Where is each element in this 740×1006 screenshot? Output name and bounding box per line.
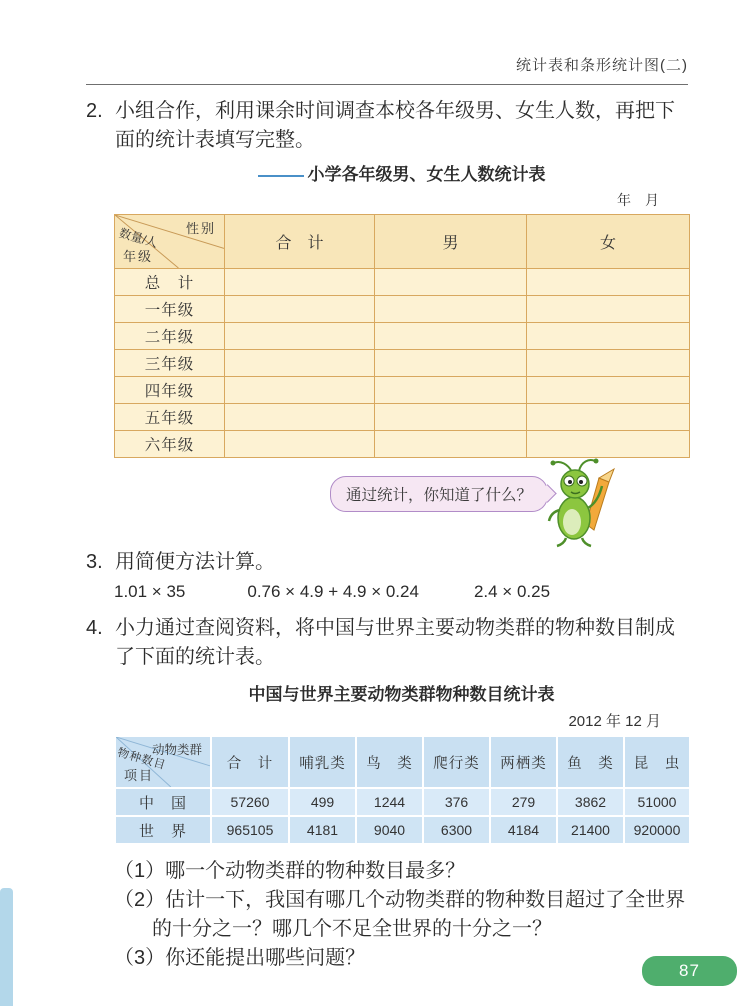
empty-data-cell <box>225 431 375 458</box>
value-cell: 279 <box>490 788 557 816</box>
problem-2-text <box>115 97 688 155</box>
empty-data-cell <box>527 269 690 296</box>
problem-3-expressions <box>114 582 688 602</box>
table2-corner-unit-label: 物种数目 <box>115 746 168 773</box>
empty-data-cell <box>225 296 375 323</box>
row-label: 一年级 <box>115 296 225 323</box>
table1-corner-unit-label: 数量/人 <box>117 225 160 251</box>
problem-3-number: 3. <box>86 551 103 573</box>
page-number: 87 <box>679 961 700 980</box>
empty-data-cell <box>375 377 527 404</box>
table2-col-insects: 昆 虫 <box>624 736 690 788</box>
table1-header-row <box>115 215 690 269</box>
empty-data-cell <box>375 431 527 458</box>
table1-row-grade2 <box>115 323 690 350</box>
empty-data-cell <box>375 323 527 350</box>
question-3: （3）你还能提出哪些问题？ <box>114 947 366 969</box>
empty-data-cell <box>527 431 690 458</box>
expression-1: 1.01 × 35 <box>114 582 186 601</box>
table2-col-mammals: 哺乳类 <box>289 736 356 788</box>
speech-bubble <box>330 476 548 512</box>
value-cell: 920000 <box>624 816 690 844</box>
problem-4-questions <box>114 857 688 973</box>
table2-col-reptiles: 爬行类 <box>423 736 490 788</box>
value-cell: 499 <box>289 788 356 816</box>
fill-in-blank-underline <box>258 175 304 177</box>
table1-row-grade1 <box>115 296 690 323</box>
problem-2 <box>86 97 688 155</box>
problem-4-number: 4. <box>86 617 103 639</box>
value-cell: 6300 <box>423 816 490 844</box>
value-cell: 9040 <box>356 816 423 844</box>
value-cell: 4181 <box>289 816 356 844</box>
table2-col-amphibians: 两栖类 <box>490 736 557 788</box>
page-number-badge <box>642 956 737 986</box>
problem-2-line1: 小组合作，利用课余时间调查本校各年级男、女生人数，再把下 <box>115 100 675 122</box>
problem-4-line2: 了下面的统计表。 <box>115 646 275 668</box>
table1-col-male: 男 <box>375 215 527 269</box>
row-label: 三年级 <box>115 350 225 377</box>
speech-bubble-row <box>86 460 688 542</box>
value-cell: 51000 <box>624 788 690 816</box>
species-statistics-table <box>114 735 691 845</box>
table2-date-label: 2012 年 12 月 <box>568 713 661 730</box>
problem-4-text <box>115 614 688 672</box>
table2-row-china <box>115 788 690 816</box>
value-cell: 21400 <box>557 816 624 844</box>
problem-2-line2: 面的统计表填写完整。 <box>115 129 315 151</box>
value-cell: 57260 <box>211 788 289 816</box>
empty-data-cell <box>225 350 375 377</box>
empty-data-cell <box>375 269 527 296</box>
empty-data-cell <box>527 350 690 377</box>
empty-data-cell <box>527 323 690 350</box>
empty-data-cell <box>375 296 527 323</box>
question-1: （1）哪一个动物类群的物种数目最多？ <box>114 860 466 882</box>
row-label-china: 中 国 <box>115 788 211 816</box>
empty-data-cell <box>527 377 690 404</box>
row-label: 五年级 <box>115 404 225 431</box>
empty-data-cell <box>225 404 375 431</box>
table2-col-fish: 鱼 类 <box>557 736 624 788</box>
table1-row-total <box>115 269 690 296</box>
table2-title <box>114 680 689 705</box>
value-cell: 4184 <box>490 816 557 844</box>
chapter-title: 统计表和条形统计图(二) <box>516 57 688 74</box>
row-label: 四年级 <box>115 377 225 404</box>
table2-corner-column-label: 动物类群 <box>151 743 202 757</box>
empty-data-cell <box>527 296 690 323</box>
problem-3-text <box>115 548 688 577</box>
value-cell: 965105 <box>211 816 289 844</box>
empty-data-cell <box>225 323 375 350</box>
table2-title-text: 中国与世界主要动物类群物种数目统计表 <box>248 685 555 704</box>
empty-data-cell <box>375 404 527 431</box>
table1-row-grade4 <box>115 377 690 404</box>
empty-data-cell <box>225 269 375 296</box>
table2-col-birds: 鸟 类 <box>356 736 423 788</box>
problem-3-title: 用简便方法计算。 <box>115 551 275 573</box>
table1-corner-cell <box>115 215 225 269</box>
table2-row-world <box>115 816 690 844</box>
corner-decoration-strip <box>0 888 13 1006</box>
expression-3: 2.4 × 0.25 <box>473 582 551 601</box>
expression-2: 0.76 × 4.9 + 4.9 × 0.24 <box>247 582 419 601</box>
empty-data-cell <box>375 350 527 377</box>
question-2-line2: 的十分之一？哪几个不足全世界的十分之一？ <box>152 918 552 940</box>
row-label-world: 世 界 <box>115 816 211 844</box>
table1-date-label: 年 月 <box>617 192 659 208</box>
table1-row-grade5 <box>115 404 690 431</box>
table1-col-female: 女 <box>527 215 690 269</box>
table1-title <box>114 160 689 185</box>
value-cell: 376 <box>423 788 490 816</box>
empty-data-cell <box>225 377 375 404</box>
mascot-cricket-with-pencil-icon <box>542 456 620 548</box>
row-label: 总 计 <box>115 269 225 296</box>
table1-row-grade3 <box>115 350 690 377</box>
table1-title-text: 小学各年级男、女生人数统计表 <box>307 165 546 184</box>
header-rule <box>86 84 688 85</box>
problem-4-line1: 小力通过查阅资料，将中国与世界主要动物类群的物种数目制成 <box>115 617 675 639</box>
value-cell: 3862 <box>557 788 624 816</box>
table2-col-total: 合 计 <box>211 736 289 788</box>
problem-2-number: 2. <box>86 100 103 122</box>
table2-corner-cell <box>115 736 211 788</box>
table2-header-row <box>115 736 690 788</box>
speech-bubble-text: 通过统计，你知道了什么？ <box>346 487 533 504</box>
row-label: 六年级 <box>115 431 225 458</box>
problem-3 <box>86 548 688 577</box>
row-label: 二年级 <box>115 323 225 350</box>
grade-gender-statistics-table <box>114 214 690 458</box>
table1-corner-column-label: 性别 <box>185 221 216 236</box>
question-2-line1: （2）估计一下，我国有哪几个动物类群的物种数目超过了全世界 <box>114 889 686 911</box>
table2-corner-row-label: 项目 <box>124 768 155 783</box>
table1-row-grade6 <box>115 431 690 458</box>
empty-data-cell <box>527 404 690 431</box>
value-cell: 1244 <box>356 788 423 816</box>
table1-corner-row-label: 年级 <box>123 249 154 264</box>
running-head <box>86 54 688 75</box>
problem-4 <box>86 614 688 672</box>
table1-col-total: 合 计 <box>225 215 375 269</box>
